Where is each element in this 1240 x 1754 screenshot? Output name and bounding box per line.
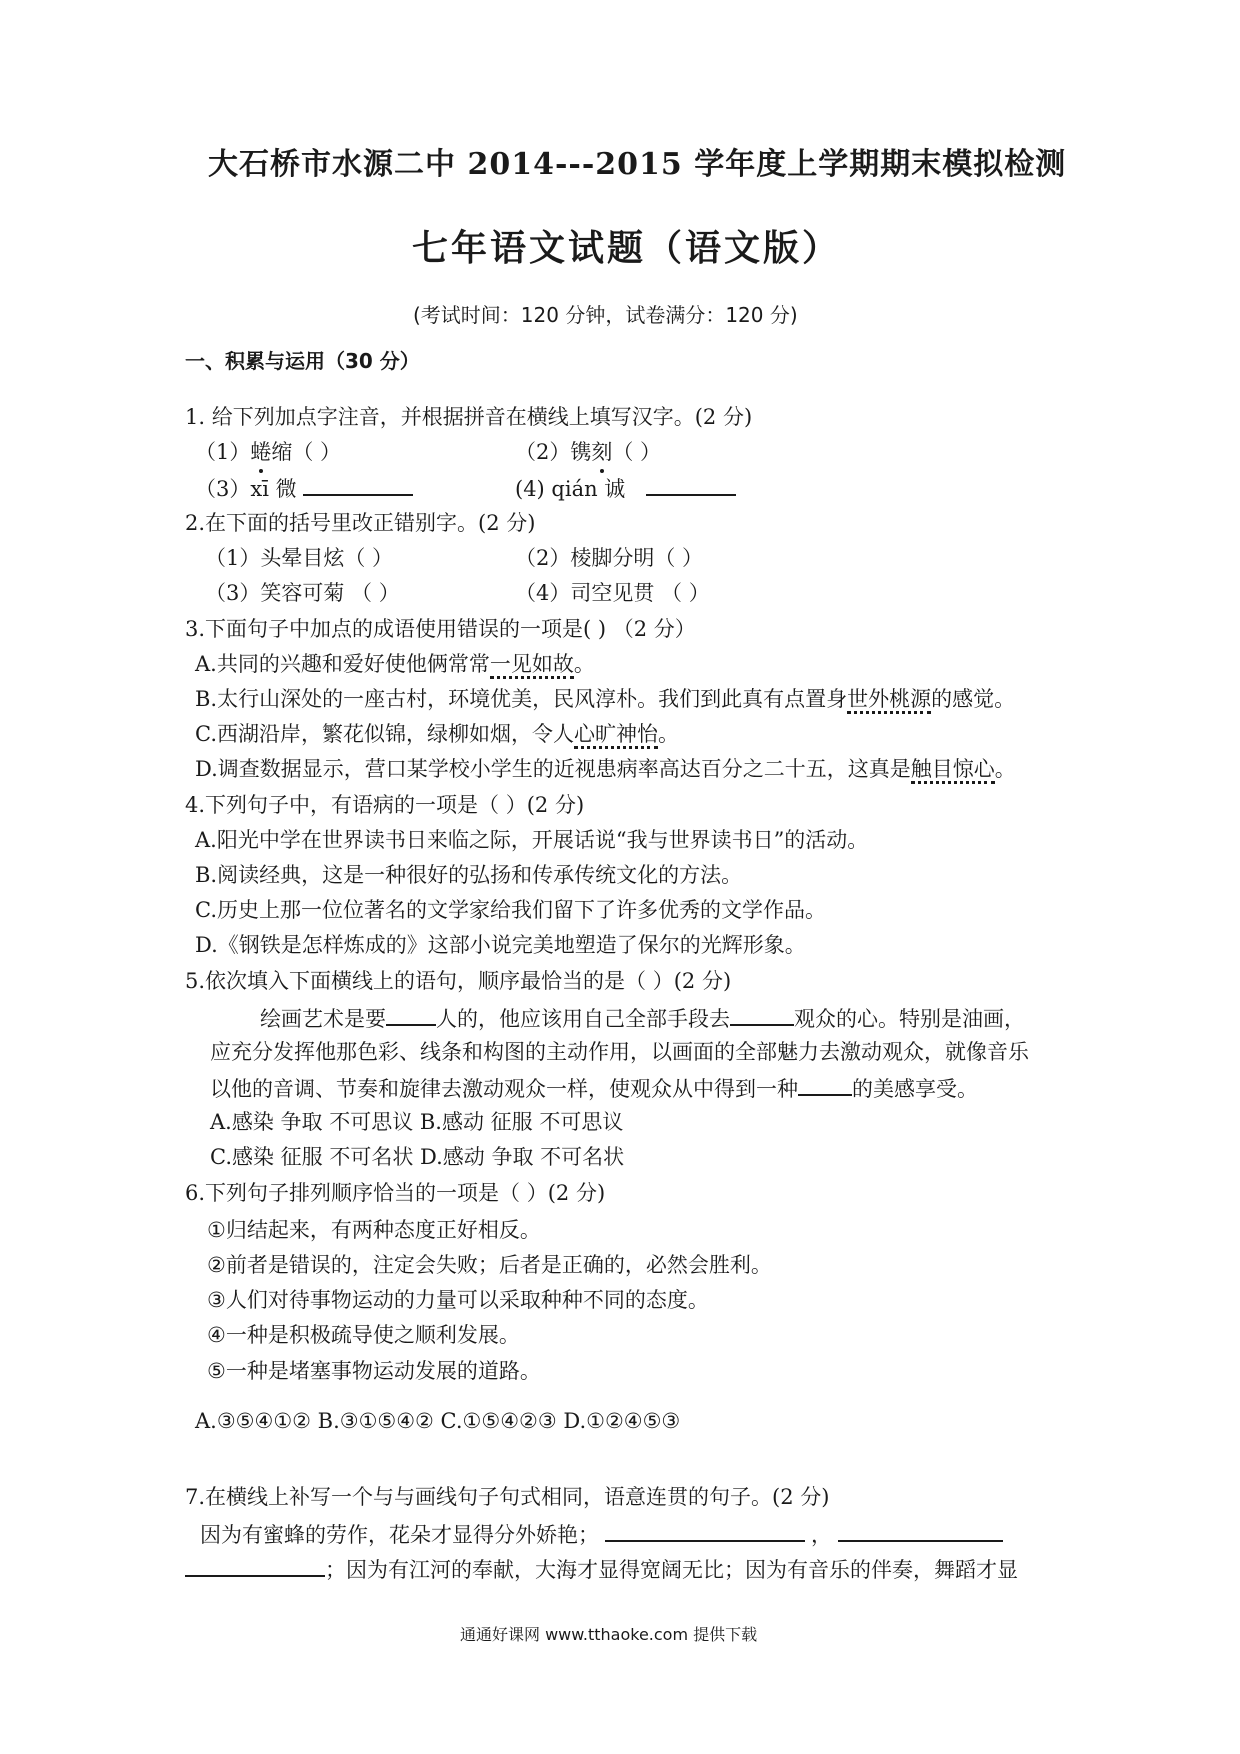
dotted-char: 蜷 xyxy=(250,437,271,467)
sentence-text: ， xyxy=(811,1523,832,1547)
question-2-item-1: （1）头晕目炫（ ） xyxy=(205,546,394,570)
question-1-item-2 xyxy=(515,437,661,467)
option-text: A.共同的兴趣和爱好使他俩常常 xyxy=(195,652,490,676)
question-3-option-b xyxy=(195,684,1015,714)
passage-text: 以他的音调、节奏和旋律去激动观众一样，使观众从中得到一种 xyxy=(210,1077,798,1101)
question-6-sentence-5: ⑤一种是堵塞事物运动发展的道路。 xyxy=(207,1359,541,1383)
answer-blank[interactable] xyxy=(303,472,413,496)
exam-title: 七年语文试题（语文版） xyxy=(412,227,842,269)
dotted-char: 刻 xyxy=(591,437,612,467)
option-text: 。 xyxy=(573,652,595,676)
option-text: 的感觉。 xyxy=(931,687,1016,711)
question-4-option-b: B.阅读经典，这是一种很好的弘扬和传承传统文化的方法。 xyxy=(195,863,743,887)
question-2-stem: 2.在下面的括号里改正错别字。(2 分) xyxy=(185,511,536,535)
option-text: B.太行山深处的一座古村，环境优美，民风淳朴。我们到此真有点置身 xyxy=(195,687,848,711)
passage-text: 绘画艺术是要 xyxy=(260,1007,386,1031)
question-5-options-1: A.感染 争取 不可思议 B.感动 征服 不可思议 xyxy=(210,1110,624,1134)
question-4-option-a: A.阳光中学在世界读书日来临之际，开展话说“我与世界读书日”的活动。 xyxy=(195,828,869,852)
question-5-stem: 5.依次填入下面横线上的语句，顺序最恰当的是（ ）(2 分) xyxy=(185,969,732,993)
question-1-item-1 xyxy=(195,437,341,467)
question-7-line-1 xyxy=(200,1518,1003,1550)
passage-text: 观众的心。特别是油画， xyxy=(794,1007,1025,1031)
question-6-sentence-4: ④一种是积极疏导使之顺利发展。 xyxy=(207,1323,520,1347)
question-6-sentence-1: ①归结起来，有两种态度正好相反。 xyxy=(207,1218,541,1242)
question-5-passage-line-2: 应充分发挥他那色彩、线条和构图的主动作用，以画面的全部魅力去激动观众，就像音乐 xyxy=(210,1040,1029,1064)
answer-blank[interactable] xyxy=(386,1002,436,1026)
sentence-text: ；因为有江河的奉献，大海才显得宽阔无比；因为有音乐的伴奏，舞蹈才显 xyxy=(325,1558,1018,1582)
question-4-option-d: D.《钢铁是怎样炼成的》这部小说完美地塑造了保尔的光辉形象。 xyxy=(195,933,806,957)
question-1-item-4 xyxy=(515,472,736,504)
item-label: （3）xī 微 xyxy=(195,477,297,501)
dotted-idiom: 心旷神怡 xyxy=(574,722,658,749)
question-2-item-3: （3）笑容可菊 （ ） xyxy=(205,581,400,605)
question-7-stem: 7.在横线上补写一个与与画线句子句式相同，语意连贯的句子。(2 分) xyxy=(185,1485,830,1509)
question-3-option-c xyxy=(195,719,679,749)
passage-text: 人的，他应该用自己全部手段去 xyxy=(436,1007,730,1031)
question-4-option-c: C.历史上那一位位著名的文学家给我们留下了许多优秀的文学作品。 xyxy=(195,898,826,922)
dotted-idiom: 世外桃源 xyxy=(847,687,931,714)
option-text: C.西湖沿岸，繁花似锦，绿柳如烟，令人 xyxy=(195,722,574,746)
question-4-stem: 4.下列句子中，有语病的一项是（ ）(2 分) xyxy=(185,793,585,817)
dotted-idiom: 触目惊心 xyxy=(911,757,995,784)
question-5-options-2: C.感染 征服 不可名状 D.感动 争取 不可名状 xyxy=(210,1145,625,1169)
question-2-item-2: （2）棱脚分明（ ） xyxy=(515,546,704,570)
answer-blank[interactable] xyxy=(730,1002,794,1026)
question-3-option-a xyxy=(195,649,595,679)
question-6-sentence-3: ③人们对待事物运动的力量可以采取种种不同的态度。 xyxy=(207,1288,709,1312)
question-7-line-2 xyxy=(185,1553,1018,1585)
section-heading: 一、积累与运用（30 分） xyxy=(185,349,420,373)
option-text: 。 xyxy=(994,757,1016,781)
answer-blank[interactable] xyxy=(798,1072,852,1096)
question-3-option-d xyxy=(195,754,1016,784)
school-title: 大石桥市水源二中 2014---2015 学年度上学期期末模拟检测 xyxy=(208,147,1067,182)
question-6-sentence-2: ②前者是错误的，注定会失败；后者是正确的，必然会胜利。 xyxy=(207,1253,772,1277)
dotted-idiom: 一见如故 xyxy=(490,652,574,679)
item-rest: （ ） xyxy=(612,440,662,464)
answer-blank[interactable] xyxy=(838,1518,1003,1542)
question-2-item-4: （4）司空见贯 （ ） xyxy=(515,581,710,605)
option-text: 。 xyxy=(658,722,679,746)
item-label: （2）镌 xyxy=(515,440,592,464)
answer-blank[interactable] xyxy=(185,1553,325,1577)
footer-credit: 通通好课网 www.tthaoke.com 提供下载 xyxy=(460,1625,758,1644)
item-label: (4) qián 诚 xyxy=(515,477,626,501)
answer-blank[interactable] xyxy=(646,472,736,496)
item-label: （1） xyxy=(195,440,251,464)
question-6-options: A.③⑤④①② B.③①⑤④② C.①⑤④②③ D.①②④⑤③ xyxy=(195,1409,681,1433)
item-rest: 缩（ ） xyxy=(271,440,342,464)
question-5-passage-line-1 xyxy=(260,1002,1025,1034)
exam-info: (考试时间：120 分钟，试卷满分：120 分) xyxy=(413,303,798,327)
option-text: D.调查数据显示，营口某学校小学生的近视患病率高达百分之二十五，这真是 xyxy=(195,757,911,781)
question-3-stem: 3.下面句子中加点的成语使用错误的一项是( ) （2 分） xyxy=(185,617,696,641)
passage-text: 的美感享受。 xyxy=(852,1077,978,1101)
question-1-item-3 xyxy=(195,472,413,504)
answer-blank[interactable] xyxy=(605,1518,805,1542)
question-1-stem: 1. 给下列加点字注音，并根据拼音在横线上填写汉字。(2 分) xyxy=(185,405,753,429)
question-5-passage-line-3 xyxy=(210,1072,978,1104)
question-6-stem: 6.下列句子排列顺序恰当的一项是（ ）(2 分) xyxy=(185,1181,606,1205)
sentence-text: 因为有蜜蜂的劳作，花朵才显得分外娇艳； xyxy=(200,1523,599,1547)
